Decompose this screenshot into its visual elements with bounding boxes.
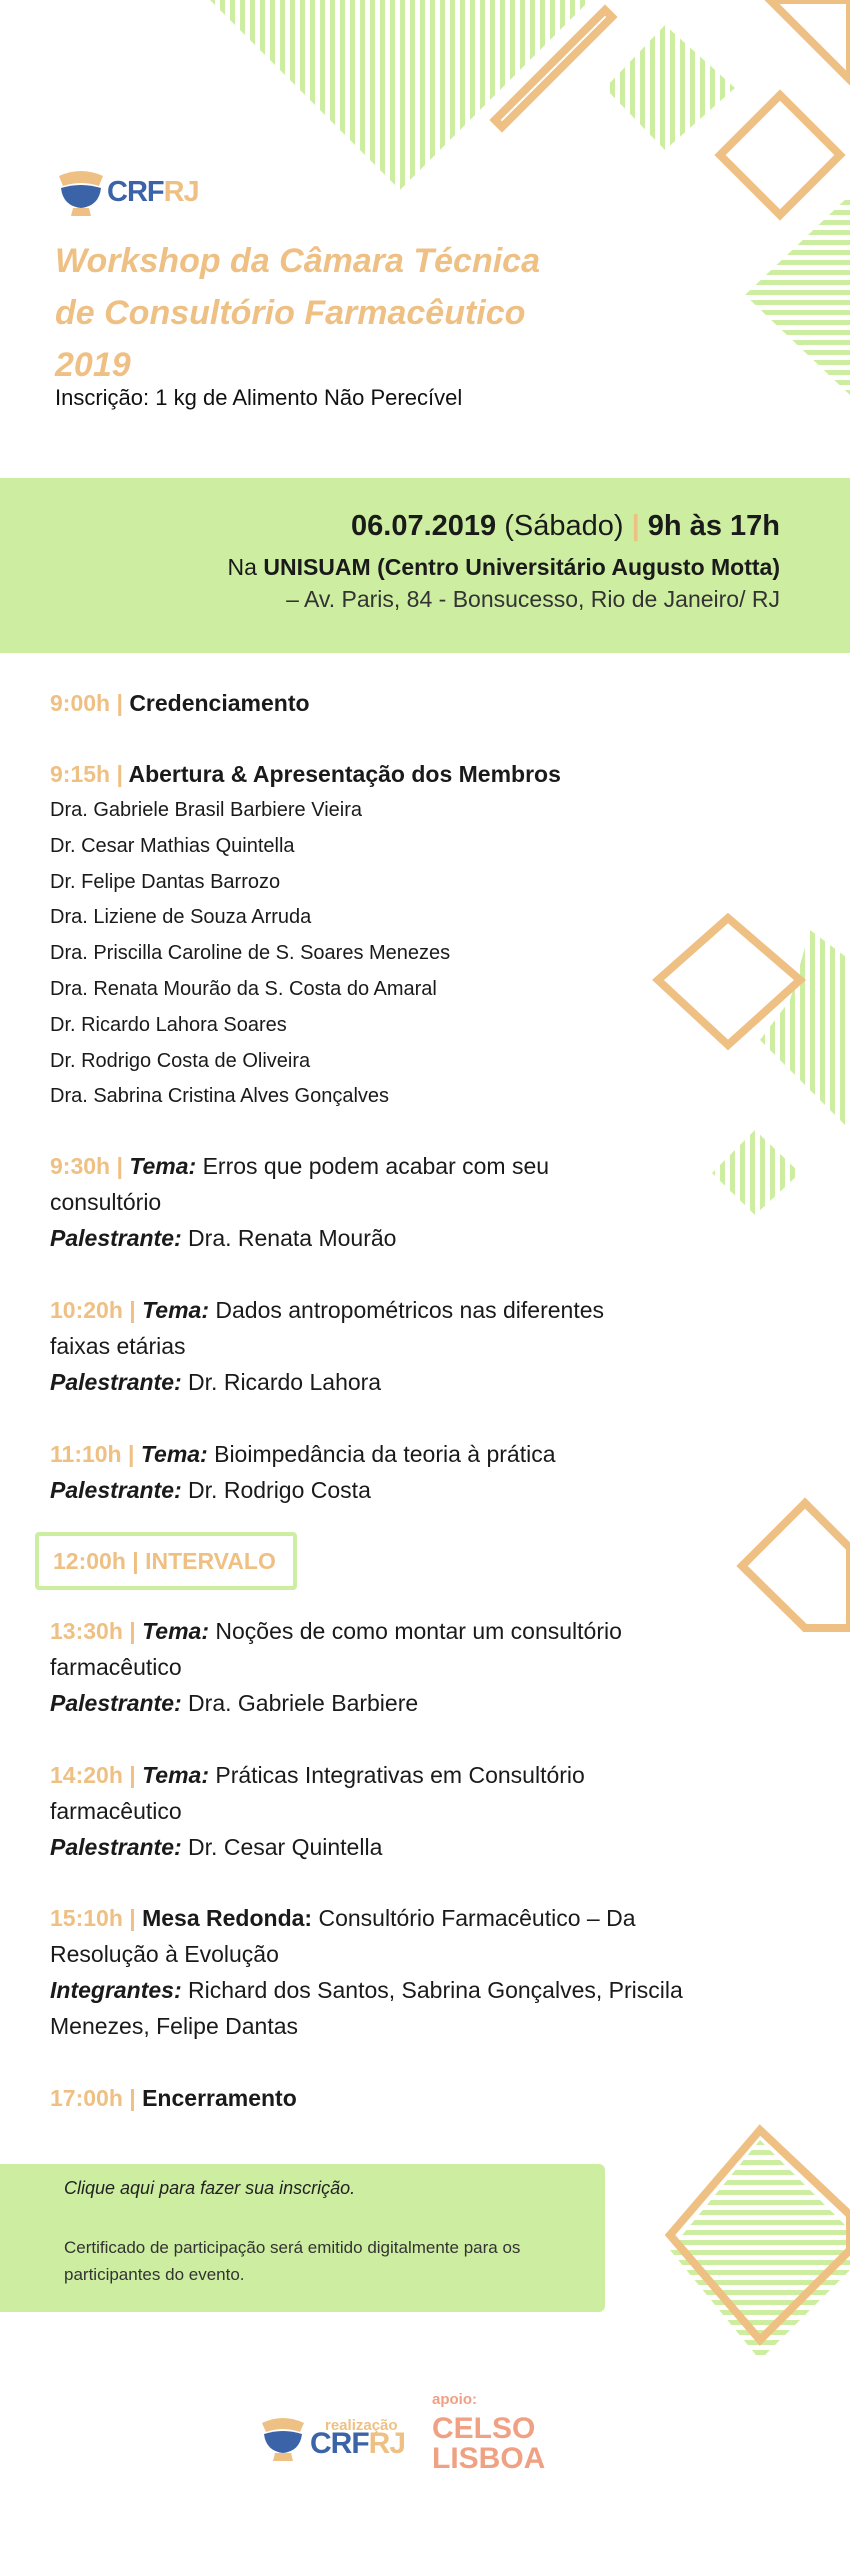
time: 14:20h bbox=[50, 1762, 123, 1788]
stripe-diamond-right bbox=[745, 195, 850, 395]
list-item: Dr. Cesar Mathias Quintella bbox=[50, 834, 295, 857]
mortar-pestle-icon bbox=[55, 162, 107, 218]
speaker-label: Palestrante: bbox=[50, 1225, 182, 1251]
time: 11:10h bbox=[50, 1441, 122, 1467]
schedule-item: 9:15h | Abertura & Apresentação dos Membros bbox=[50, 761, 561, 787]
inscription-note: Inscrição: 1 kg de Alimento Não Perecível bbox=[55, 385, 463, 410]
event-weekday: (Sábado) bbox=[496, 510, 632, 542]
list-item: Dr. Rodrigo Costa de Oliveira bbox=[50, 1049, 311, 1072]
orange-diamond-top-2 bbox=[770, 0, 850, 80]
speaker-label: Palestrante: bbox=[50, 1834, 182, 1860]
time: 9:30h bbox=[50, 1153, 111, 1179]
schedule-item: 15:10h | Mesa Redonda: Consultório Farmacêutico – Da Resolução à Evolução Integrantes: Richard dos Santos, Sabrina Gonçalves, Priscila Menezes, Felipe Dantas bbox=[50, 1900, 730, 2044]
list-item: Dra. Renata Mourão da S. Costa do Amaral bbox=[50, 977, 437, 1000]
speaker-label: Palestrante: bbox=[50, 1477, 182, 1503]
schedule-item: 9:30h | Tema: Erros que podem acabar com seu consultório Palestrante: Dra. Renata Mourão bbox=[50, 1148, 730, 1256]
stripe-diamond-top bbox=[605, 25, 735, 150]
theme-text-cont: farmacêutico bbox=[50, 1654, 182, 1680]
speaker-name: Dr. Cesar Quintella bbox=[181, 1834, 383, 1860]
registration-box bbox=[0, 2164, 605, 2312]
orange-diamond-top-3 bbox=[720, 95, 840, 215]
schedule-item: 10:20h | Tema: Dados antropométricos nas diferentes faixas etárias Palestrante: Dr. Ricardo Lahora bbox=[50, 1292, 730, 1400]
time: 9:00h bbox=[50, 690, 111, 716]
stripe-diamond-bottom bbox=[670, 2140, 850, 2360]
realizacao-label: realização bbox=[325, 2417, 398, 2434]
theme-text: Consultório Farmacêutico – Da bbox=[312, 1905, 636, 1931]
logo-rj-text: RJ bbox=[368, 2427, 406, 2460]
speaker-name: Dra. Renata Mourão bbox=[181, 1225, 397, 1251]
theme-text-cont: consultório bbox=[50, 1189, 162, 1215]
theme-text: Erros que podem acabar com seu bbox=[196, 1153, 550, 1179]
theme-text-cont: farmacêutico bbox=[50, 1798, 182, 1824]
logo-rj-text: RJ bbox=[163, 176, 199, 208]
apoio-label: apoio: bbox=[432, 2391, 477, 2408]
theme-label: Tema: bbox=[142, 1762, 209, 1788]
schedule-item: 17:00h | Encerramento bbox=[50, 2085, 297, 2111]
theme-label: Tema: bbox=[142, 1297, 209, 1323]
members-text: Richard dos Santos, Sabrina Gonçalves, Priscila bbox=[181, 1977, 683, 2003]
crfrj-logo bbox=[55, 162, 215, 222]
members-list bbox=[50, 793, 450, 1115]
schedule-item: 14:20h | Tema: Práticas Integrativas em Consultório farmacêutico Palestrante: Dr. Cesar Quintella bbox=[50, 1757, 730, 1865]
item-title: INTERVALO bbox=[145, 1548, 276, 1574]
schedule-item: 13:30h | Tema: Noções de como montar um consultório farmacêutico Palestrante: Dra. Gabriele Barbiere bbox=[50, 1613, 730, 1721]
celso-lisboa-logo: CELSO LISBOA bbox=[432, 2412, 546, 2475]
speaker-label: Palestrante: bbox=[50, 1369, 182, 1395]
time: 9:15h bbox=[50, 761, 111, 787]
event-title bbox=[55, 235, 615, 391]
title-line-1: Workshop da Câmara Técnica bbox=[55, 242, 540, 280]
mortar-pestle-icon bbox=[258, 2409, 308, 2463]
theme-label: Tema: bbox=[129, 1153, 197, 1179]
list-item: Dra. Priscilla Caroline de S. Soares Menezes bbox=[50, 942, 451, 965]
time: 15:10h bbox=[50, 1905, 123, 1931]
members-text-cont: Menezes, Felipe Dantas bbox=[50, 2013, 299, 2039]
theme-text: Práticas Integrativas em Consultório bbox=[208, 1762, 585, 1788]
event-info-banner bbox=[0, 478, 850, 653]
list-item: Dra. Sabrina Cristina Alves Gonçalves bbox=[50, 1085, 390, 1108]
title-line-2: de Consultório Farmacêutico bbox=[55, 294, 526, 332]
speaker-name: Dr. Rodrigo Costa bbox=[181, 1477, 371, 1503]
theme-text-cont: Resolução à Evolução bbox=[50, 1941, 279, 1967]
speaker-name: Dr. Ricardo Lahora bbox=[181, 1369, 382, 1395]
venue-prefix: Na bbox=[227, 554, 264, 580]
theme-text: Noções de como montar um consultório bbox=[208, 1618, 622, 1644]
item-title: Encerramento bbox=[142, 2085, 297, 2111]
theme-text: Dados antropométricos nas diferentes bbox=[208, 1297, 605, 1323]
schedule-item: 11:10h | Tema: Bioimpedância da teoria à prática Palestrante: Dr. Rodrigo Costa bbox=[50, 1441, 556, 1503]
interval-badge: 12:00h | INTERVALO bbox=[35, 1532, 297, 1590]
schedule-item: 9:00h | Credenciamento bbox=[50, 690, 310, 716]
time: 10:20h bbox=[50, 1297, 123, 1323]
event-venue: UNISUAM (Centro Universitário Augusto Motta) bbox=[263, 554, 780, 580]
list-item: Dra. Gabriele Brasil Barbiere Vieira bbox=[50, 799, 362, 821]
crfrj-footer-logo bbox=[258, 2409, 428, 2465]
round-table-label: Mesa Redonda: bbox=[142, 1905, 313, 1931]
logo-crf-text: CRF bbox=[310, 2427, 369, 2460]
theme-text-cont: faixas etárias bbox=[50, 1333, 186, 1359]
theme-label: Tema: bbox=[140, 1441, 208, 1467]
theme-label: Tema: bbox=[142, 1618, 209, 1644]
list-item: Dr. Felipe Dantas Barrozo bbox=[50, 870, 281, 893]
item-title: Abertura & Apresentação dos Membros bbox=[128, 761, 561, 787]
time: 13:30h bbox=[50, 1618, 123, 1644]
theme-text: Bioimpedância da teoria à prática bbox=[207, 1441, 556, 1467]
event-address: – Av. Paris, 84 - Bonsucesso, Rio de Janeiro/ RJ bbox=[286, 586, 780, 612]
event-date: 06.07.2019 bbox=[351, 510, 497, 542]
title-line-3: 2019 bbox=[55, 346, 131, 384]
separator: | bbox=[631, 510, 640, 542]
time: 17:00h bbox=[50, 2085, 123, 2111]
item-title: Credenciamento bbox=[129, 690, 310, 716]
certificate-note: Certificado de participação será emitido digitalmente para os participantes do evento. bbox=[64, 2238, 521, 2284]
orange-diamond-right bbox=[742, 1503, 850, 1628]
speaker-name: Dra. Gabriele Barbiere bbox=[181, 1690, 419, 1716]
registration-link[interactable]: Clique aqui para fazer sua inscrição. bbox=[64, 2178, 356, 2198]
list-item: Dr. Ricardo Lahora Soares bbox=[50, 1013, 287, 1036]
event-hours: 9h às 17h bbox=[639, 510, 780, 542]
list-item: Dra. Liziene de Souza Arruda bbox=[50, 906, 312, 929]
members-label: Integrantes: bbox=[50, 1977, 182, 2003]
speaker-label: Palestrante: bbox=[50, 1690, 182, 1716]
time: 12:00h bbox=[53, 1548, 126, 1574]
logo-crf-text: CRF bbox=[107, 176, 164, 208]
